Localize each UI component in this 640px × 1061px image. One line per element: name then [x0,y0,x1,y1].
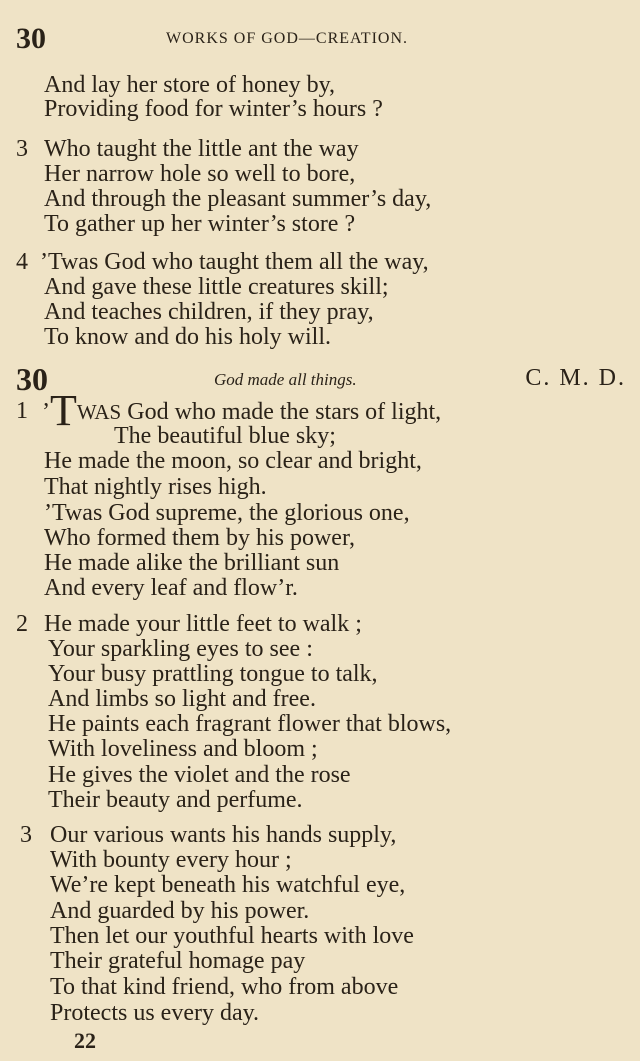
first-word-rest: WAS [76,400,122,424]
verse-number: 2 [16,611,28,637]
verse-line: The beautiful blue sky; [114,423,336,449]
verse-line: And guarded by his power. [50,898,310,924]
verse-line: And through the pleasant summer’s day, [44,186,432,212]
verse-line: Who taught the little ant the way [44,136,359,162]
verse-line: To that kind friend, who from above [50,974,399,1000]
page-number: 30 [16,22,46,55]
page-header [16,22,616,56]
running-title: WORKS OF GOD—CREATION. [166,30,409,47]
verse-line: To gather up her winter’s store ? [44,211,356,237]
verse-line: Our various wants his hands supply, [50,822,397,848]
first-line-rest: God who made the stars of light, [121,399,442,425]
verse-line: And limbs so light and free. [48,686,316,712]
verse-number: 1 [16,398,28,424]
verse-line: Your busy prattling tongue to talk, [48,661,378,687]
verse-line: With bounty every hour ; [50,847,292,873]
verse-line: He made the moon, so clear and bright, [44,448,422,474]
verse-line: And every leaf and flow’r. [44,575,298,601]
verse-line: Her narrow hole so well to bore, [44,161,356,187]
verse-line: ’Twas God supreme, the glorious one, [44,500,410,526]
hymn-meter: C. M. D. [525,365,626,391]
verse-line: Their beauty and perfume. [48,787,303,813]
verse-line: He paints each fragrant flower that blows, [48,711,452,737]
verse-line: He made your little feet to walk ; [44,611,362,637]
verse-line: With loveliness and bloom ; [48,736,318,762]
verse-number: 3 [20,822,32,848]
verse-line: And gave these little creatures skill; [44,274,389,300]
verse-line: Protects us every day. [50,1000,260,1026]
continuation-line: And lay her store of honey by, [44,72,336,98]
verse-line: And teaches children, if they pray, [44,299,374,325]
verse-line: He gives the violet and the rose [48,762,351,788]
verse-line: Their grateful homage pay [50,948,306,974]
verse-number: 4 [16,249,28,275]
verse-line: ’Twas God who taught them all the way, [40,249,429,275]
drop-cap: T [50,386,77,435]
verse-number: 3 [16,136,28,162]
verse-line: That nightly rises high. [44,474,267,500]
verse-line: To know and do his holy will. [44,324,331,350]
verse-line: We’re kept beneath his watchful eye, [50,872,406,898]
verse-line: Your sparkling eyes to see : [48,636,313,662]
hymn-title: God made all things. [214,370,357,389]
verse-line: Then let our youthful hearts with love [50,923,414,949]
opening-quote: ’ [42,399,50,425]
continuation-line: Providing food for winter’s hours ? [44,96,383,122]
hymn-heading [16,362,626,396]
signature-mark: 22 [74,1028,96,1053]
verse-line: He made alike the brilliant sun [44,550,340,576]
verse-line: Who formed them by his power, [44,525,355,551]
verse-first-line [42,386,442,435]
hymn-number: 30 [16,361,48,397]
